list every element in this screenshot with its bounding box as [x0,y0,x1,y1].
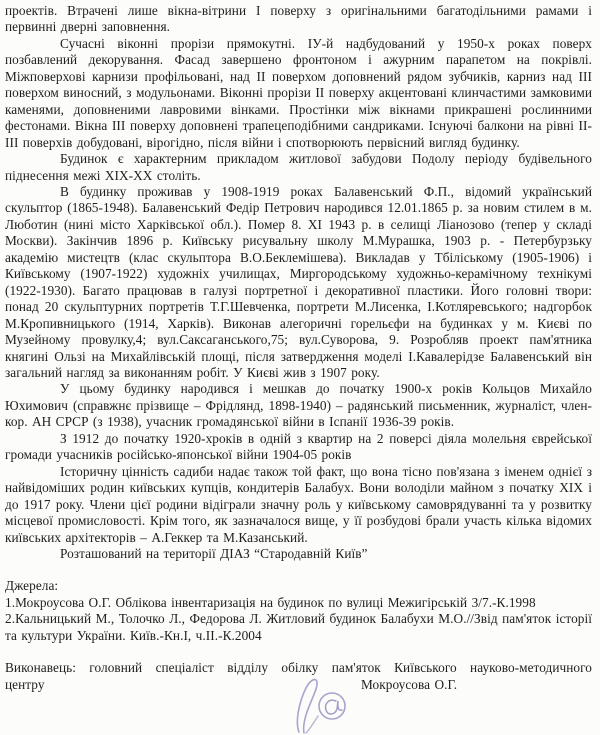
paragraph: З 1912 до початку 1920-хроків в одній з квартир на 2 поверсі діяла молельня єврейської громади учасників російсько-японської війни 1904-05 років [5,430,592,463]
executor-line: Виконавець: головний спеціаліст відділу обілку пам'яток Київського науково-методичного [5,660,592,676]
source-item: 1.Мокроусова О.Г. Облікова інвентаризація на будинок по вулиці Межигірській 3/7.-К.1998 [5,594,536,610]
source-item: 2.Кальницький М., Толочко Л., Федорова Л. Житловий будинок Балабухи М.О.//Звід пам'яток історії та культури України. Київ.-Кн.І, ч.ІІ.-К.2004 [5,611,592,643]
paragraph: Історичну цінність садиби надає також той факт, що вона тісно пов'язана з іменем однієї з найвідоміших родин київських купців, кондитерів Балабух. Вони володіли майном з початку ХІХ і до 1917 року. Члени цієї родини відіграли значну роль у київському самоврядуванні та у розвитку місцевої промисловості. Крім того, як зазначалося вище, у її розбудові брали участь кілька відомих київських архітекторів – А.Геккер та М.Казанський. [5,463,592,545]
signer-name: Мокроусова О.Г. [361,676,458,692]
paragraph: проектів. Втрачені лише вікна-вітрини І поверху з оригінальними багатодільними рамами і первинні дверні заповнення. [5,3,592,35]
paragraph: Сучасні віконні прорізи прямокутні. ІУ-й надбудований у 1950-х роках поверх позбавлений декорування. Фасад завершено фронтоном і ажурним парапетом на покрівлі. Міжповерхові карнизи профільовані, над ІІ поверхом доповнений рядом зубчиків, карниз над ІІІ поверхом виносний, з модульонами. Віконні прорізи ІІ поверху акцентовані клинчастими замковими каменями, доповненими лавровими вінками. Простінки між вікнами прикрашені рослинними фестонами. Вікна ІІІ поверху доповнені трапецеподібними сандриками. Існуючі балкони на рівні ІІ-ІІІ поверхів добудовані, вірогідно, після війни і спотворюють первісний вигляд будинку. [5,35,592,150]
executor-line [5,677,592,694]
paragraph-location: Розташований на території ДІАЗ “Стародавній Київ” [60,545,368,561]
paragraph: У цьому будинку народився і мешкав до початку 1900-х років Кольцов Михайло Юхимович (справжнє прізвище – Фрідлянд, 1898-1940) – радянський письменник, журналіст, член-кор. АН СРСР (з 1938), учасник громадянської війни в Іспанії 1936-39 років. [5,381,592,430]
executor-section [5,660,592,693]
executor-word-centre: центру [5,676,45,692]
sources-section [5,578,592,644]
sources-heading: Джерела: [5,578,59,594]
document-body [5,3,592,694]
paragraph: В будинку проживав у 1908-1919 роках Балавенський Ф.П., відомий український скульптор (1865-1948). Балавенський Федір Петрович народився 12.01.1865 р. за новим стилем в м. Люботин (нині місто Харківської обл.). Помер 8. ХІ 1943 р. в селищі Ліанозово (тепер у складі Москви). Закінчив 1896 р. Київську рисувальну школу М.Мурашка, 1903 р. - Петербурзьку академію мистецтв (клас скульптора В.О.Беклемішева). Викладав у Тбіліському (1905-1906) і Київському (1907-1922) художніх училищах, Миргородському художньо-керамічному технікумі (1922-1930). Багато працював в галузі портретної і декоративної пластики. Його головні твори: понад 20 скульптурних портретів Т.Г.Шевченка, портрети М.Лисенка, І.Котляревського; надгорбок М.Кропивницького (1914, Харків). Виконав алегоричні горельєфи на будинках у м. Києві по Музейному провулку,4; вул.Саксаганського,75; вул.Суворова, 9. Розробляв проект пам'ятника княгині Ользі на Михайлівській площі, після затвердження моделі І.Кавалерідзе Балавенський він загальний нагляд за виконанням робіт. У Києві жив з 1907 року. [5,183,592,380]
paragraph: Будинок є характерним прикладом житлової забудови Подолу періоду будівельного піднесення межі ХІХ-ХХ століть. [5,151,592,183]
